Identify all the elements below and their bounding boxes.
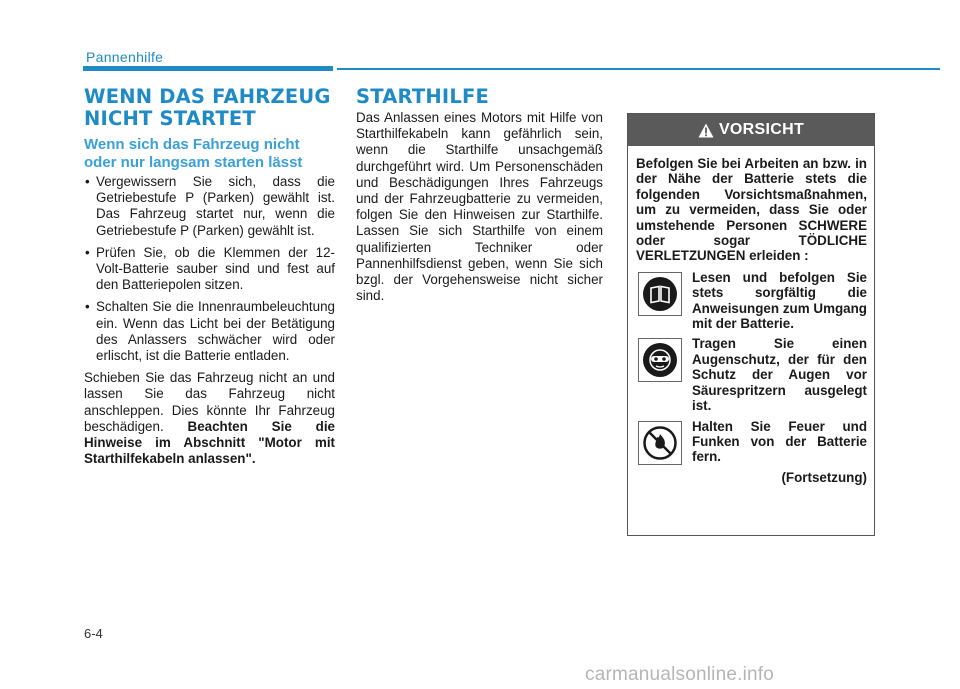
manual-book-icon (642, 276, 678, 312)
eye-protection-icon-box (638, 338, 682, 382)
section-title: Pannenhilfe (86, 49, 164, 65)
no-fire-icon (642, 425, 678, 461)
caution-intro: Befolgen Sie bei Arbeiten an bzw. in der Nähe der Batterie stets die folgenden Vorsichtsmaßnahmen, um zu vermeiden, dass Sie oder umstehende Personen SCHWERE oder sogar TÖDLICHE VERLETZUNGEN erleiden : (636, 156, 867, 264)
heading-jump-start: STARTHILFE (356, 85, 490, 108)
push-start-text: Schieben Sie das Fahrzeug nicht an und lassen Sie das Fahrzeug nicht anschleppen. Dies könnte Ihr Fahrzeug beschädigen. (84, 370, 335, 434)
list-item: • Prüfen Sie, ob die Klemmen der 12-Volt-Batterie sauber sind und fest auf den Batteriepolen sitzen. (84, 245, 335, 294)
caution-item (636, 270, 867, 332)
list-item: • Vergewissern Sie sich, dass die Getriebestufe P (Parken) gewählt ist. Das Fahrzeug startet nur, wenn die Getriebestufe P (Parken) gewählt ist. (84, 174, 335, 239)
warning-triangle-icon (698, 123, 714, 138)
caution-item (636, 419, 867, 465)
page-number: 6-4 (84, 626, 103, 641)
header-rule-thin (337, 68, 940, 70)
caution-body (628, 146, 874, 485)
push-start-reference: Beachten Sie die Hinweise im Abschnitt "Motor mit Starthilfekabeln anlassen". (84, 418, 335, 467)
watermark: carmanualsonline.info (585, 664, 775, 685)
eye-protection-icon (642, 342, 678, 378)
caution-item-text: Tragen Sie einen Augenschutz, der für den Schutz der Augen vor Säurespritzern ausgelegt ist. (692, 336, 867, 414)
push-start-warning (84, 370, 335, 467)
caution-item-text: Lesen und befolgen Sie stets sorgfältig die Anweisungen zum Umgang mit der Batterie. (692, 269, 867, 332)
manual-book-icon-box (638, 272, 682, 316)
caution-box (627, 113, 875, 536)
caution-item-text: Halten Sie Feuer und Funken von der Batterie fern. (692, 418, 867, 465)
jump-start-text: Das Anlassen eines Motors mit Hilfe von Starthilfekabeln kann gefährlich sein, wenn die Starthilfe unsachgemäß durchgeführt wird. Um Personenschäden und Beschädigungen Ihres Fahrzeugs und der Fahrzeugbatterie zu vermeiden, folgen Sie den Hinweisen zur Starthilfe. Lassen Sie sich Starthilfe von einem qualifizierten Techniker oder Pannenhilfsdienst geben, wenn Sie sich bzgl. der Vorgehensweise nicht sicher sind. (356, 110, 603, 304)
heading-not-starting: WENN DAS FAHRZEUG NICHT STARTET (84, 85, 331, 130)
subheading-slow-start: Wenn sich das Fahrzeug nicht oder nur langsam starten lässt (84, 136, 303, 171)
no-fire-icon-box (638, 421, 682, 465)
caution-item (636, 336, 867, 413)
caution-title: VORSICHT (718, 121, 805, 138)
left-column (84, 174, 335, 467)
checklist (84, 174, 335, 364)
continued-label: (Fortsetzung) (781, 469, 867, 485)
header-rule-thick (83, 66, 333, 71)
caution-header (628, 114, 874, 146)
list-item: • Schalten Sie die Innenraumbeleuchtung ein. Wenn das Licht bei der Betätigung des Anlassers schwächer wird oder erlischt, ist die Batterie entladen. (84, 299, 335, 364)
